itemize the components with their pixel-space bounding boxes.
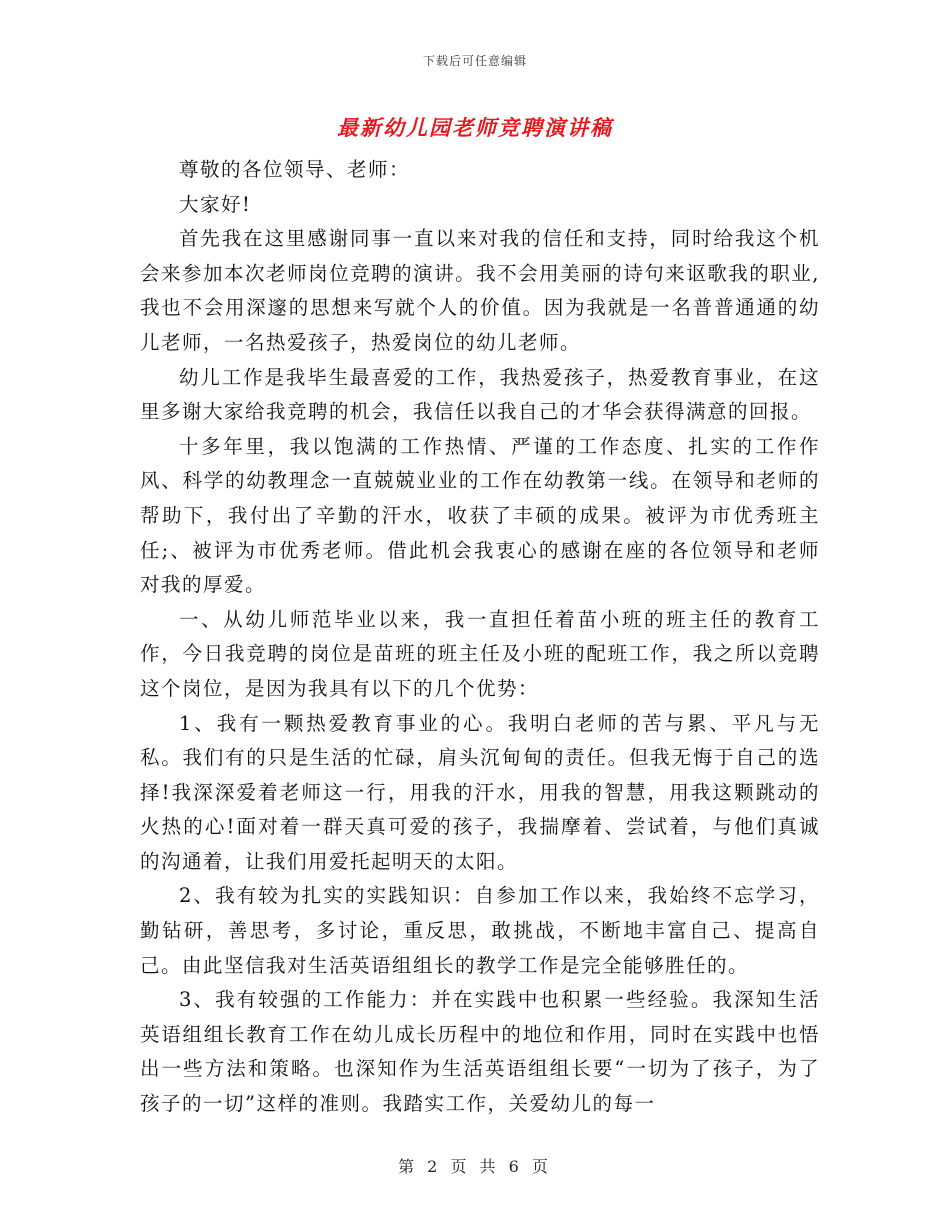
- greeting: 大家好!: [179, 192, 252, 216]
- document-title: 最新幼儿园老师竞聘演讲稿: [337, 116, 613, 140]
- paragraph: 一、从幼儿师范毕业以来，我一直担任着苗小班的班主任的教育工作，今日我竞聘的岗位是苗班的班主任及小班的配班工作，我之所以竞聘这个岗位，是因为我具有以下的几个优势：: [140, 607, 820, 700]
- page-number: 第 2 页 共 6 页: [398, 1157, 552, 1176]
- paragraph: 2、我有较为扎实的实践知识：自参加工作以来，我始终不忘学习，勤钻研，善思考，多讨论，重反思，敢挑战，不断地丰富自己、提高自己。由此坚信我对生活英语组组长的教学工作是完全能够胜任的。: [140, 884, 820, 977]
- paragraph: 十多年里，我以饱满的工作热情、严谨的工作态度、扎实的工作作风、科学的幼教理念一直兢兢业业的工作在幼教第一线。在领导和老师的帮助下，我付出了辛勤的汗水，收获了丰硕的成果。被评为市优秀班主任;、被评为市优秀老师。借此机会我衷心的感谢在座的各位领导和老师对我的厚爱。: [140, 434, 820, 597]
- paragraph: 首先我在这里感谢同事一直以来对我的信任和支持，同时给我这个机会来参加本次老师岗位竞聘的演讲。我不会用美丽的诗句来讴歌我的职业,我也不会用深邃的思想来写就个人的价值。因为我就是一名普普通通的幼儿老师，一名热爱孩子，热爱岗位的幼儿老师。: [140, 227, 820, 354]
- header-note: 下载后可任意编辑: [422, 54, 527, 68]
- paragraph: 1、我有一颗热爱教育事业的心。我明白老师的苦与累、平凡与无私。我们有的只是生活的忙碌，肩头沉甸甸的责任。但我无悔于自己的选择!我深深爱着老师这一行，用我的汗水，用我的智慧，用我这颗跳动的火热的心!面对着一群天真可爱的孩子，我揣摩着、尝试着，与他们真诚的沟通着，让我们用爱托起明天的太阳。: [140, 711, 820, 873]
- document-body: [140, 153, 820, 1122]
- paragraph: 幼儿工作是我毕生最喜爱的工作，我热爱孩子，热爱教育事业，在这里多谢大家给我竞聘的机会，我信任以我自己的才华会获得满意的回报。: [140, 365, 820, 424]
- salutation: 尊敬的各位领导、老师：: [179, 158, 411, 181]
- paragraph: 3、我有较强的工作能力：并在实践中也积累一些经验。我深知生活英语组组长教育工作在幼儿成长历程中的地位和作用，同时在实践中也悟出一些方法和策略。也深知作为生活英语组组长要“一切为了孩子，为了孩子的一切”这样的准则。我踏实工作，关爱幼儿的每一: [140, 988, 820, 1116]
